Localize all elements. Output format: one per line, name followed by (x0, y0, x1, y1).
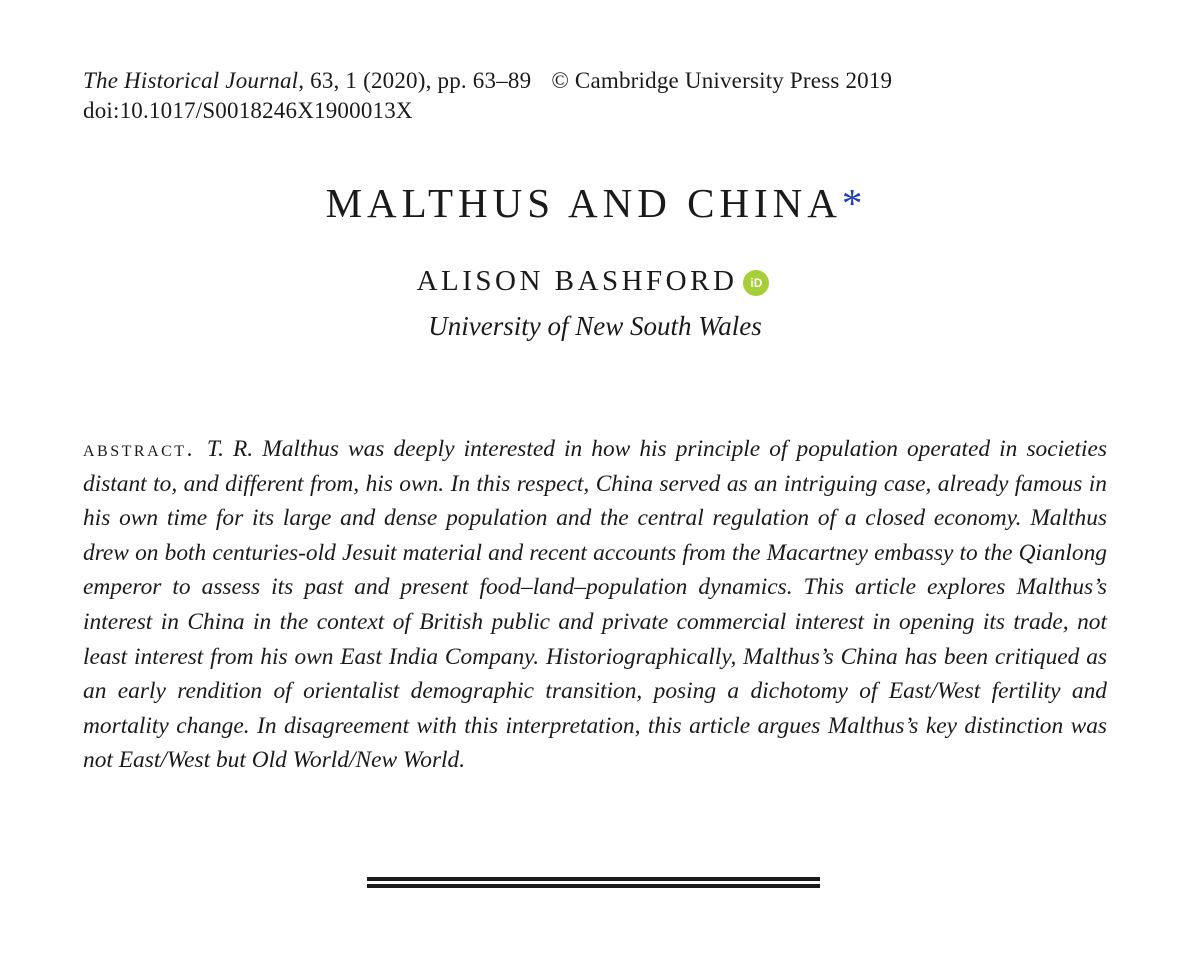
divider-line-bottom (367, 884, 820, 888)
journal-name: The Historical Journal (83, 68, 299, 93)
abstract-label: abstract. (83, 436, 195, 461)
author-name: ALISON BASHFORD (416, 265, 738, 297)
author-line (0, 262, 1193, 300)
doi[interactable]: doi:10.1017/S0018246X1900013X (83, 98, 413, 123)
abstract-text: T. R. Malthus was deeply interested in how his principle of population operated in societies distant to, and different from, his own. In this respect, China served as an intriguing case, already famous in his own time for its large and dense population and the central regulation of a closed economy. Malthus drew on both centuries-old Jesuit material and recent accounts from the Macartney embassy to the Qianlong emperor to assess its past and present food–land–population dynamics. This article explores Malthus’s interest in China in the context of British public and private commercial interest in opening its trade, not least interest from his own East India Company. Historiographically, Malthus’s China has been critiqued as an early rendition of orientalist demographic transition, posing a dichotomy of East/West fertility and mortality change. In disagreement with this interpretation, this article argues Malthus’s key distinction was not East/West but Old World/New World. (83, 436, 1107, 774)
volume-pages: , 63, 1 (2020), pp. 63–89 (298, 68, 532, 93)
title-footnote-marker[interactable]: * (841, 180, 863, 226)
author-affiliation: University of New South Wales (428, 311, 762, 341)
orcid-icon[interactable]: iD (743, 270, 769, 296)
copyright-notice: © Cambridge University Press 2019 (551, 68, 893, 93)
title-text: MALTHUS AND CHINA (325, 180, 842, 226)
abstract (83, 432, 1107, 778)
journal-citation (83, 66, 892, 95)
article-title (0, 178, 1194, 228)
section-divider (367, 877, 820, 891)
divider-line-top (367, 877, 820, 881)
